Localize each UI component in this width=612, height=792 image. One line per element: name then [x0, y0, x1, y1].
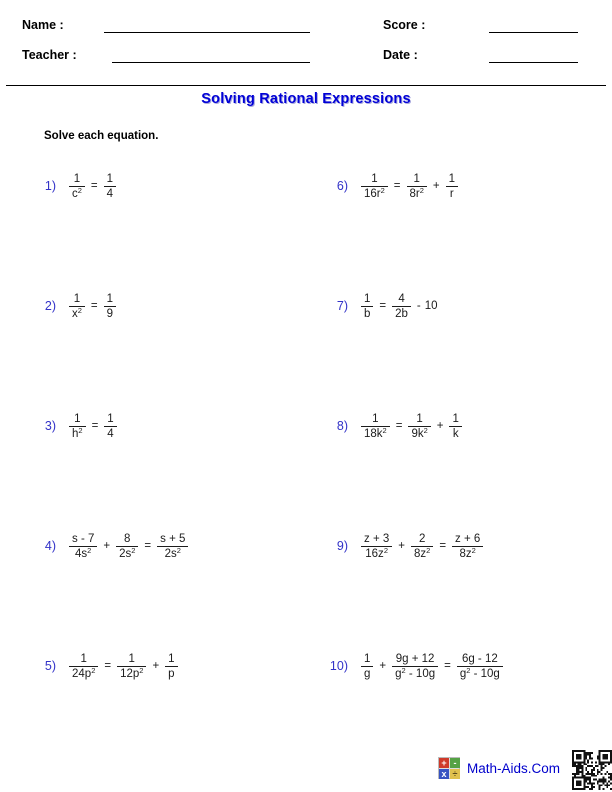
problem-7: [322, 281, 438, 331]
equation-3: $\frac{1}{h^2}$ = $\frac{1}{4}$: [67, 413, 119, 440]
header-divider: [6, 85, 606, 86]
date-label: Date :: [383, 48, 418, 62]
math-aids-link[interactable]: Math-Aids.Com: [467, 760, 561, 776]
problem-8: [322, 401, 464, 451]
problem-number: 3): [44, 419, 56, 433]
problem-number: 10): [329, 659, 348, 673]
qr-code: [572, 750, 612, 790]
equation-5: $\frac{1}{24p^2}$ = $\frac{1}{12p^2}$ + $\frac{1}{p}$: [67, 653, 180, 680]
problem-number: 6): [336, 179, 348, 193]
equation-7: $\frac{1}{b}$ = $\frac{4}{2b}$ - 10: [359, 293, 438, 320]
teacher-label: Teacher :: [22, 48, 77, 62]
instructions-text: Solve each equation.: [44, 130, 159, 142]
name-blank-line: [104, 32, 310, 33]
problem-9: [322, 521, 485, 571]
problem-number: 7): [336, 299, 348, 313]
problem-2: [30, 281, 118, 331]
problem-1: [30, 161, 118, 211]
equation-8: $\frac{1}{18k^2}$ = $\frac{1}{9k^2}$ + $\frac{1}{k}$: [359, 413, 464, 440]
score-blank-line: [489, 32, 578, 33]
equation-1: $\frac{1}{c^2}$ = $\frac{1}{4}$: [67, 173, 118, 200]
problem-6: [322, 161, 460, 211]
equation-4: $\frac{s - 7}{4s^2}$ + $\frac{8}{2s^2}$ = $\frac{s + 5}{2s^2}$: [67, 533, 190, 560]
math-aids-logo-icon: [438, 757, 460, 779]
problem-4: [30, 521, 190, 571]
score-label: Score :: [383, 18, 426, 32]
minus-icon: -: [450, 758, 460, 768]
divide-icon: ÷: [450, 769, 460, 779]
problem-number: 2): [44, 299, 56, 313]
plus-icon: +: [439, 758, 449, 768]
equation-9: $\frac{z + 3}{16z^2}$ + $\frac{2}{8z^2}$ = $\frac{z + 6}{8z^2}$: [359, 533, 485, 560]
problem-number: 5): [44, 659, 56, 673]
problem-number: 4): [44, 539, 56, 553]
equation-6: $\frac{1}{16r^2}$ = $\frac{1}{8r^2}$ + $\frac{1}{r}$: [359, 173, 460, 200]
worksheet-title: Solving Rational Expressions: [201, 91, 411, 107]
problem-number: 8): [336, 419, 348, 433]
problem-5: [30, 641, 180, 691]
equation-2: $\frac{1}{x^2}$ = $\frac{1}{9}$: [67, 293, 118, 320]
problem-number: 9): [336, 539, 348, 553]
footer-brand: [438, 757, 560, 779]
problem-3: [30, 401, 119, 451]
times-icon: x: [439, 769, 449, 779]
teacher-blank-line: [112, 62, 310, 63]
problem-10: [322, 641, 505, 691]
date-blank-line: [489, 62, 578, 63]
problem-number: 1): [44, 179, 56, 193]
equation-10: $\frac{1}{g}$ + $\frac{9g + 12}{g^2 - 10g}$ = $\frac{6g - 12}{g^2 - 10g}$: [359, 653, 505, 680]
name-label: Name :: [22, 18, 64, 32]
